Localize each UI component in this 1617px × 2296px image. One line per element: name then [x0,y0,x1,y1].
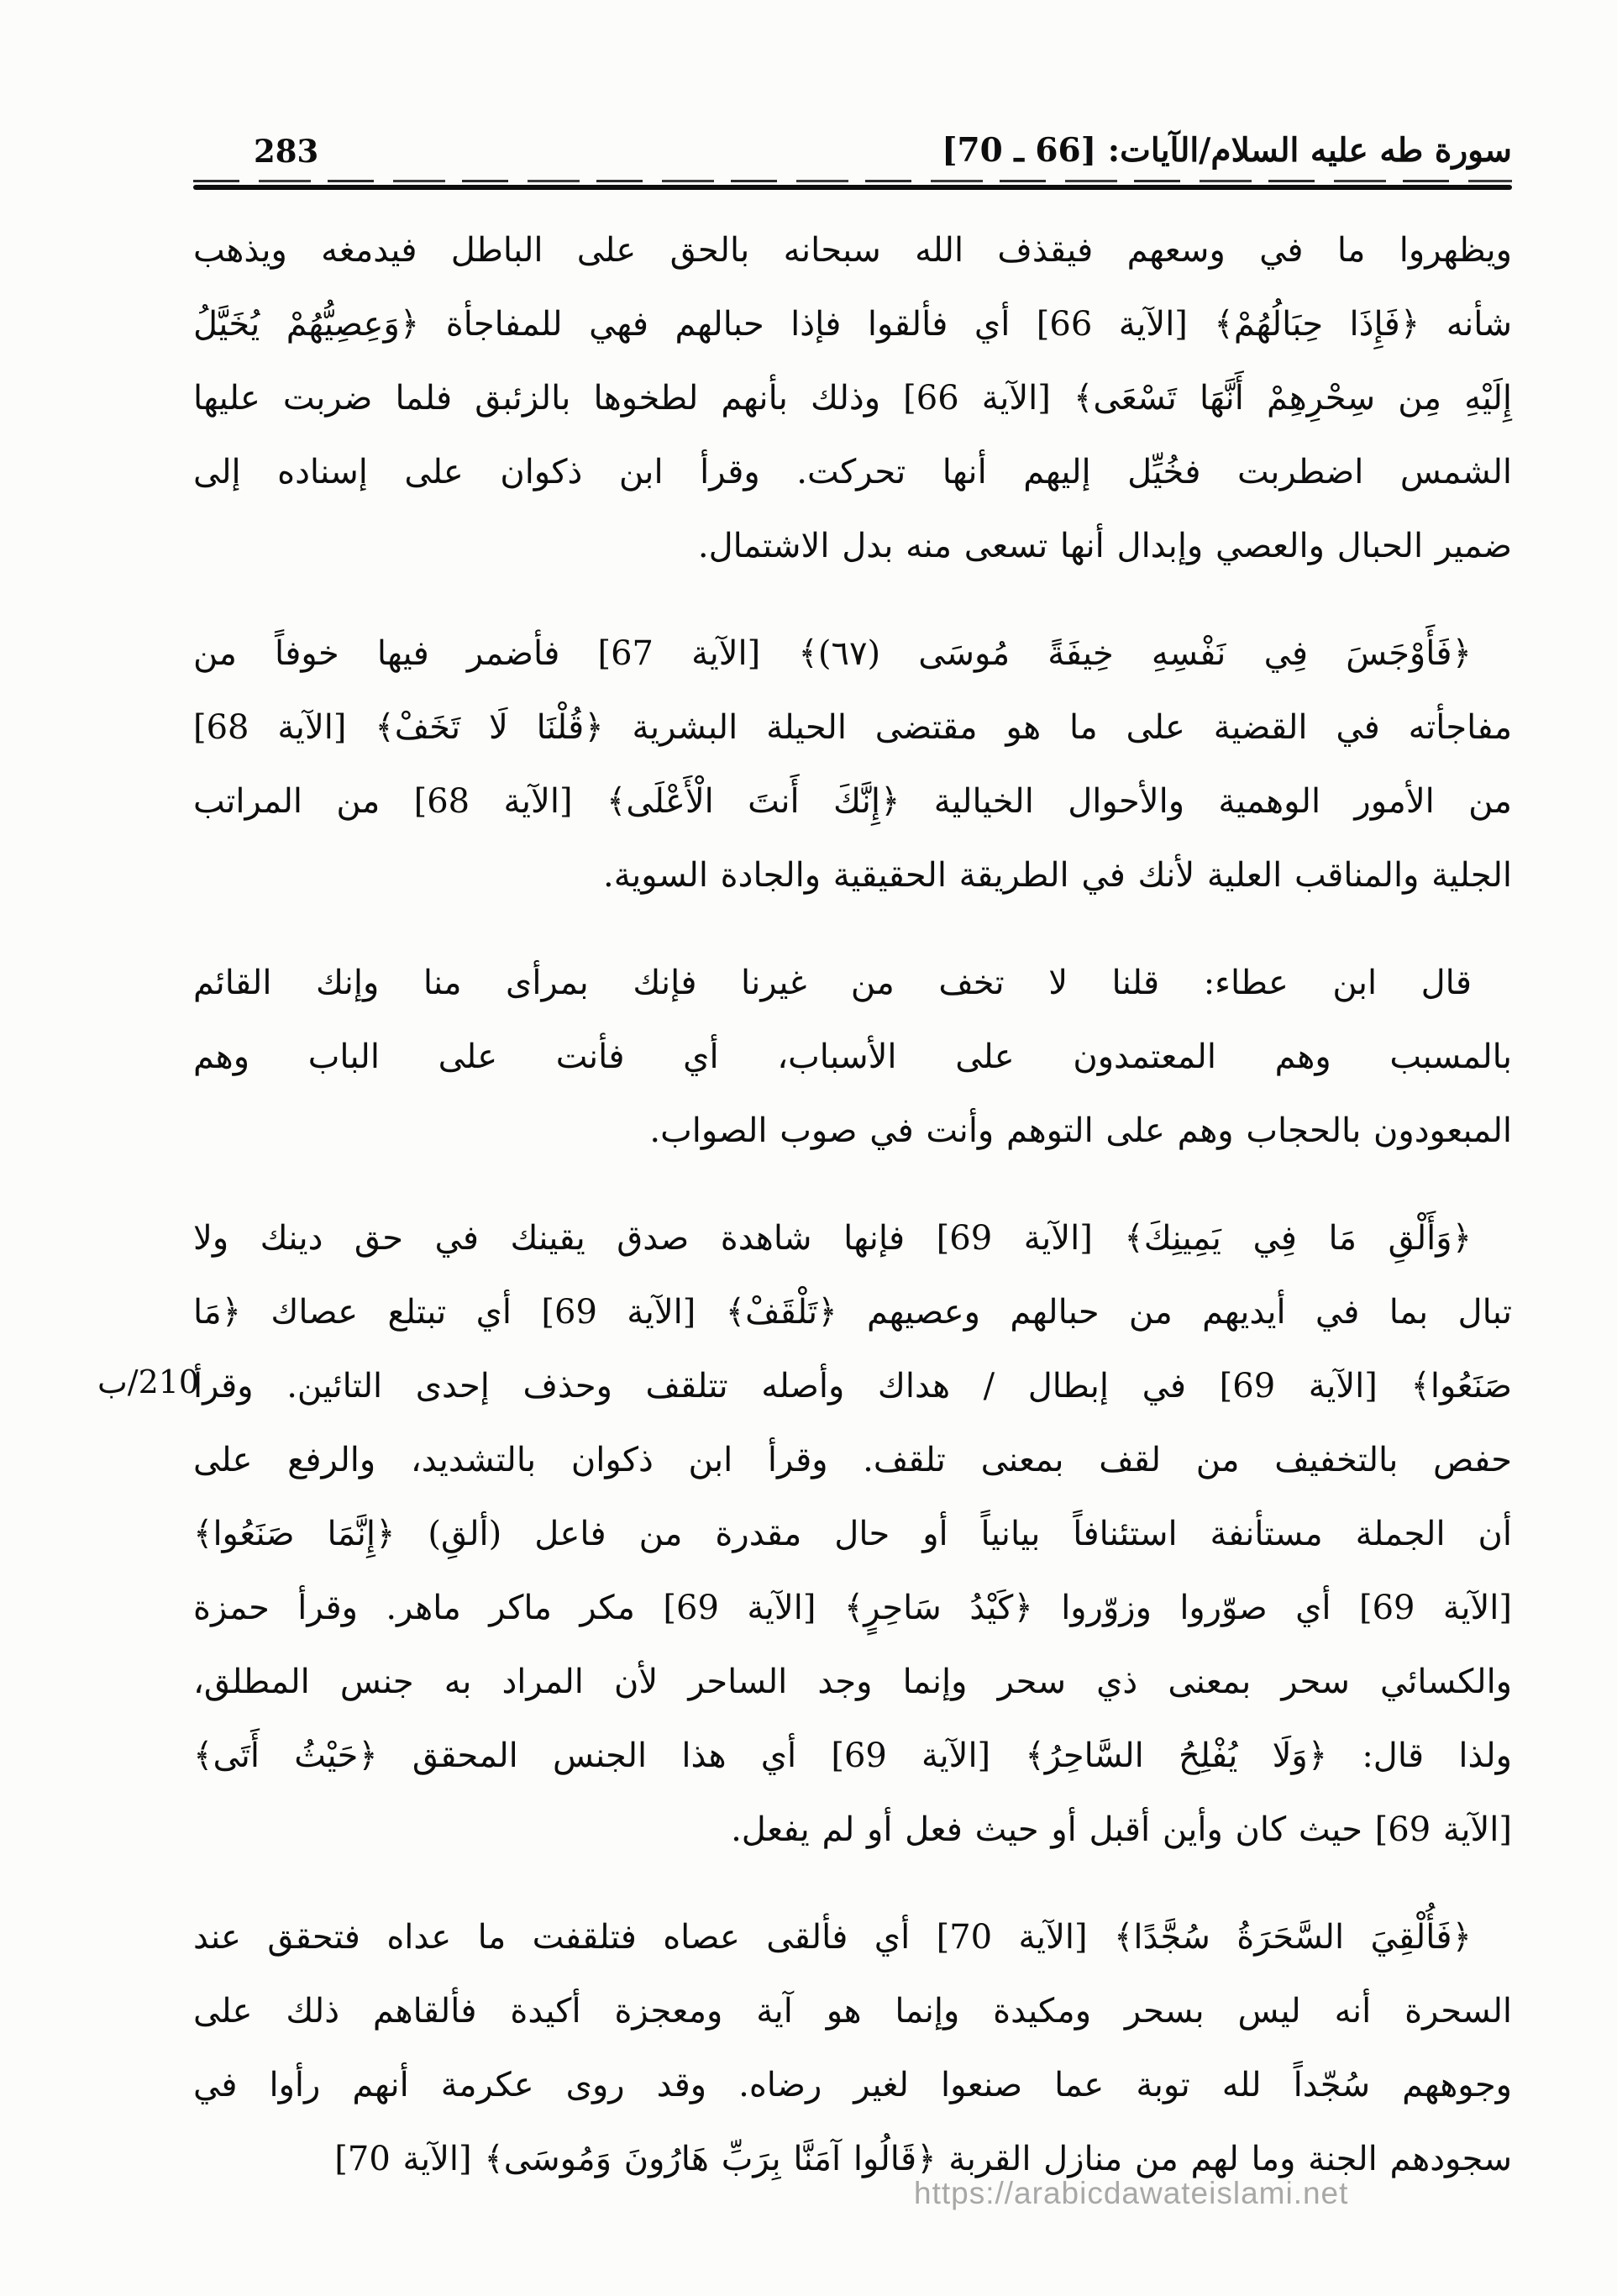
text-line: ولذا قال: ﴿وَلَا يُفْلِحُ السَّاحِرُ﴾ [الآية 69] أي هذا الجنس المحقق ﴿حَيْثُ أَتَى﴾ [193,1736,1512,1775]
text-line: وجوههم سُجّداً لله توبة عما صنعوا لغير رضاه. وقد روى عكرمة أنهم رأوا في [193,2066,1512,2104]
folio-margin-note: 210/ب [97,1363,200,1400]
page-header [193,123,1512,170]
text-line: أن الجملة مستأنفة استئنافاً بيانياً أو حال مقدرة من فاعل (ألقِ) ﴿إِنَّمَا صَنَعُوا﴾ [193,1515,1512,1553]
text-line: بالمسبب وهم المعتمدون على الأسباب، أي فأنت على الباب وهم [193,1038,1512,1076]
page-body [193,213,1512,2196]
text-line: حفص بالتخفيف من لقف بمعنى تلقف. وقرأ ابن ذكوان بالتشديد، والرفع على [193,1441,1512,1479]
text-block [193,0,1512,2230]
text-line: صَنَعُوا﴾ [الآية 69] في إبطال / هداك وأصله تتلقف وحذف إحدى التائين. وقرأ [193,1367,1512,1405]
text-line: ﴿فَأَوْجَسَ فِي نَفْسِهِ خِيفَةً مُوسَى (٦٧)﴾ [الآية 67] فأضمر فيها خوفاً من [193,634,1472,673]
text-line: [الآية 69] أي صوّروا وزوّروا ﴿كَيْدُ سَاحِرٍ﴾ [الآية 69] مكر ماكر ماهر. وقرأ حمزة [193,1589,1512,1627]
text-line: سجودهم الجنة وما لهم من منازل القربة ﴿قَالُوا آمَنَّا بِرَبِّ هَارُونَ وَمُوسَى﴾ [الآية 70] [334,2140,1512,2178]
header-rule [193,180,1512,190]
text-line: ويظهروا ما في وسعهم فيقذف الله سبحانه بالحق على الباطل فيدمغه ويذهب [193,231,1512,270]
paragraph [193,617,1512,912]
watermark-url: https://arabicdawateislami.net [914,2176,1349,2210]
text-line: المبعودون بالحجاب وهم على التوهم وأنت في صوب الصواب. [649,1111,1512,1150]
text-line: السحرة أنه ليس بسحر ومكيدة وإنما هو آية ومعجزة أكيدة فألقاهم ذلك على [193,1992,1512,2031]
text-line: الشمس اضطربت فخُيِّل إليهم أنها تحركت. وقرأ ابن ذكوان على إسناده إلى [193,453,1512,491]
text-line: قال ابن عطاء: قلنا لا تخف من غيرنا فإنك بمرأى منا وإنك القائم [193,964,1472,1002]
paragraph [193,213,1512,583]
text-line: من الأمور الوهمية والأحوال الخيالية ﴿إِنَّكَ أَنتَ الْأَعْلَى﴾ [الآية 68] من المراتب [193,782,1512,821]
text-line: مفاجأته في القضية على ما هو مقتضى الحيلة البشرية ﴿قُلْنَا لَا تَخَفْ﴾ [الآية 68] [193,708,1512,747]
text-line: [الآية 69] حيث كان وأين أقبل أو حيث فعل أو لم يفعل. [731,1810,1512,1849]
text-line: ﴿فَأُلْقِيَ السَّحَرَةُ سُجَّدًا﴾ [الآية 70] أي فألقى عصاه فتلقفت ما عداه فتحقق عند [193,1918,1472,1957]
text-line: تبال بما في أيديهم من حبالهم وعصيهم ﴿تَلْقَفْ﴾ [الآية 69] أي تبتلع عصاك ﴿مَا [193,1293,1512,1332]
text-line: والكسائي سحر بمعنى ذي سحر وإنما وجد الساحر لأن المراد به جنس المطلق، [193,1663,1512,1701]
text-line: الجلية والمناقب العلية لأنك في الطريقة الحقيقية والجادة السوية. [603,856,1512,895]
paragraph [193,1900,1512,2196]
text-line: ﴿وَأَلْقِ مَا فِي يَمِينِكَ﴾ [الآية 69] فإنها شاهدة صدق يقينك في حق دينك ولا [193,1219,1473,1258]
paragraph [193,1201,1512,1867]
paragraph [193,946,1512,1168]
page-number: 283 [254,133,319,170]
header-title: سورة طه عليه السلام/الآيات: [66 ـ 70] [942,131,1512,170]
text-line: ضمير الحبال والعصي وإبدال أنها تسعى منه بدل الاشتمال. [697,527,1512,565]
text-line: إِلَيْهِ مِن سِحْرِهِمْ أَنَّهَا تَسْعَى﴾ [الآية 66] وذلك بأنهم لطخوها بالزئبق فلما ضربت عليها [193,379,1512,418]
text-line: شأنه ﴿فَإِذَا حِبَالُهُمْ﴾ [الآية 66] أي فألقوا فإذا حبالهم فهي للمفاجأة ﴿وَعِصِيُّهُمْ يُخَيَّلُ [193,305,1512,344]
